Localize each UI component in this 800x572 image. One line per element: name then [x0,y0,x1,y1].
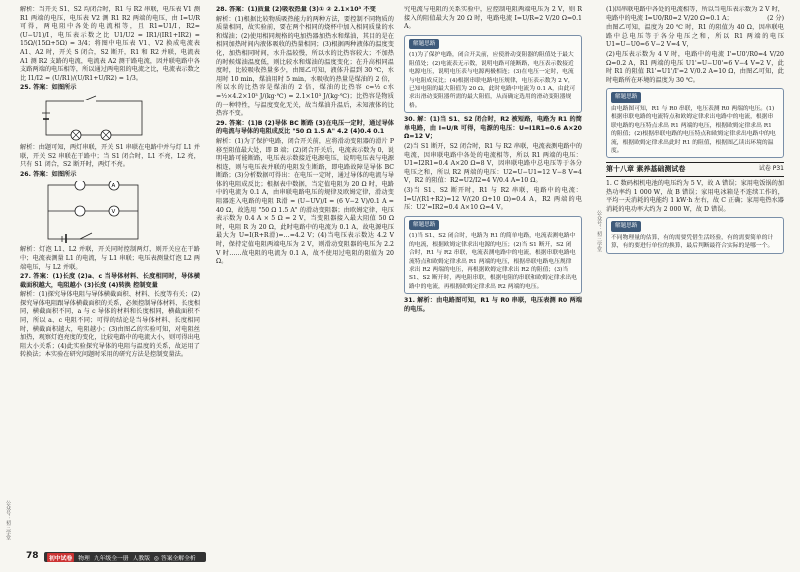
solution-31-part1b: 由图乙可知，温度为 20 ℃ 时，R1 的阻值为 40 Ω，因串联电路中总电压等于各分电压之和，所以 R1 两端的电压 U1=U−U0=6 V−2 V=4 V， [606,24,784,49]
svg-text:V: V [111,209,116,216]
question-27-answer: 27. 答案：(1)长度 (2)a、c 当导体材料、长度相同时，导体横截面积越大，电阻越小 (3)长度 (4)转换 控制变量 [20,273,200,289]
question-30-answer: 30. 解：(1)当 S1、S2 闭合时，R2 被短路，电路为 R1 的简单电路，由 I=U/R 可得，电源的电压：U=I1R1=0.6 A×20 Ω=12 V； [404,116,582,141]
solution-28-text: 解析：(1)根据比较物质吸热能力的两种方法，要控制不同物质的质量相同，故实验前，要在两个相同的烧杯中加入相同质量的水和煤油；(2)使用相同规格的电加热器加热水和煤油，其目的是在相同加热时间内液体吸收的热量相同；(3)根据两种液体的温度变化，加热相同时间，水升温较慢，所以水的比热容较大；不加热的时候煤油温度低，则比较水和煤油的温度变化；在升高相同温度时，比较吸收热量多少，由图乙可知，液体升温到 30 ℃，水用时 10 min，煤油用时 5 min，水吸收的热量是煤油的 2 倍，所以水的比热容是煤油的 2 倍，煤油的比热容 c=½ c水=½×4.2×10³ J/(kg·℃) = 2.1×10³ J/(kg·℃)；比热容是物质的一种特性，与温度变化无关，故当煤油升温后，未知液体的比热容不变。 [216,15,394,118]
question-25-answer: 25. 答案：如图所示 [20,84,77,92]
solution-24-text: 解析：当开关 S1、S2 均闭合时，R1 与 R2 串联，电压表 V1 测 R1 两端的电压，电压表 V2 测 R1 R2 两端的电压，由 I=U/R 可得，两电阻中各处的电流相等，且 R1=U1/I，R2=(U−U1)/I，电压表示数之比 U1/U2 = IR1/(IR1+IR2) = 15Ω/(15Ω+5Ω) = 3/4；将图中电压表 V1、V2 换成电流表 A1、A2 时，开关 S 闭合，S2 断开，R1 和 R2 并联，电流表 A1 测 R2 支路的电流，电流表 A2 测干路电流，因并联电路中各支路两端的电压相等，所以通过两电阻的电流之比，电流表示数之比 I1/I2 = (U/R1)/(U/R1+U/R2) = 1/3。 [20,6,200,82]
footer-bar [44,552,206,562]
chapter-question-1: 1. C 数码相机电池的电压约为 5 V，故 A 错误；家用电饭锅的加热功率约 1 000 W，故 B 错误；家用电冰箱是不连续工作的，平均一天消耗的电能约 1 kW·h 左右，故 C 正确；家用电热水器消耗的电功率大约为 2 000 W，故 D 错误。 [606,179,784,213]
side-watermark-text: 公众号：初三学堂 [596,210,602,252]
solution-29-text: 解析：(1)为了保护电路，闭合开关前，应将滑动变阻器的滑片 P 移至阻值最大处，即 B 端；(2)闭合开关后，电流表示数为 0，说明电路可能断路，电压表示数接近电源电压，说明电压表与电源相连，则与电压表并联的电阻发生断路，即电路故障是导体 BC 断路；(3)分析数据可得出：在电压一定时，通过导体的电流与导体的电阻成反比；根据表中数据，当定值电阻为 20 Ω 时，电路中的电流为 0.1 A，由串联电路电压的规律及欧姆定律，滑动变阻器连入电路的电阻 R滑 = (U−UV)/I = (6 V−2 V)/0.1 A = 40 Ω，故选用 "50 Ω 1.5 A" 的滑动变阻器；由欧姆定律，电压表示数为 0.4 A × 5 Ω = 2 V，当变阻器接入最大阻值 50 Ω 时，电阻 R 为 20 Ω，此时电路中的电流为 0.1 A，故电源电压最大为 U=I(R+R滑)=…=4.2 V；(4)当电压表示数达 4.2 V 时，保持定值电阻两端电压为 2 V，则滑动变阻器的电压为 2.2 V 时……故电阻的电流为 0.1 A，故不使用过电阻的阻值为 20 Ω。 [216,137,394,266]
question-28-answer: 28. 答案：(1)质量 (2)吸收热量 (3)① ② 2.1×10³ 不变 [216,6,376,13]
solution-approach-label: 解题思路 [611,92,641,103]
solution-25-text: 解析：由题可知，两灯串联，开关 S1 串联在电路中并与灯 L1 并联，开关 S2 串联在干路中；当 S1 闭合时，L1 不亮，L2 亮，只有 S1 闭合，S2 断开时，两灯不亮。 [20,143,200,169]
lamp-l2-symbol [75,206,85,216]
circuit-diagram-26 [40,181,150,243]
chapter-title: 第十八章 素养基础测试卷 [606,165,686,174]
column-3 [404,6,582,564]
question-31-answer: 31. 解析：由电路图可知，R1 与 R0 串联，电压表测 R0 两端的电压。 [404,297,582,313]
chapter-page-ref: 试卷 P31 [758,165,784,173]
solution-approach-text: 不同物理量的估算，有的需要凭借生活经验，有的需要简单的计算，有的要进行单位的换算，最后判断最符合实际的是哪一个。 [611,234,774,250]
solution-29-continued: 究电流与电阻的关系实验中，应控制电阻两端电压为 2 V，则 R 接入的阻值最大为 20 Ω 时，电路电流 I=U/R=2 V/20 Ω=0.1 A。 [404,6,582,31]
solution-31-part2: (2)电压表示数为 4 V 时，电路中的电流 I'=U0'/R0=4 V/20 Ω=0.2 A，R1 两端的电压 U1'=U−U0'=6 V−4 V=2 V，此时 R1 的阻值 R1'=U1'/I'=2 V/0.2 A=10 Ω，由图乙可知，此时电路所在环境的温度为 30 ℃。 [606,50,784,84]
page-number: 78 [26,551,39,561]
score-mark: (2 分) [767,14,784,22]
question-26-answer: 26. 答案：如图所示 [20,170,77,178]
column-1 [20,6,200,544]
column-4 [606,6,784,564]
solution-approach-label: 解题思路 [409,220,439,231]
page-footer [0,550,200,564]
solution-approach-label: 解题思路 [611,221,641,232]
solution-approach-box [606,217,784,253]
solution-27-text: 解析：(1)探究导体电阻与导体横截面积、材料、长度等有关；(2)探究导体电阻跟导体横截面积的关系，必须控制导体材料、长度相同，横截面积不同，a 与 c 导体的材料和长度相同，横截面积不同，所以 a、c 电阻不同；可得的结论是当导体材料、长度相同时，横截面积越大，电阻越小；(3)由图乙的实验可知，对电阻丝加热，观察灯泡亮度的变化，比较电路中的电流大小，则可得出电阻大小关系；(4)此实验探究导体的电阻与温度的关系，故运用了转换法；本实验在研究问题时采用的研究方法是控制变量法。 [20,291,200,359]
brand-logo: 初中试卷 [47,553,74,562]
solution-approach-box [404,35,582,113]
solution-30-part2: (2)当 S1 断开，S2 闭合时，R1 与 R2 串联，电流表测电路中的电流，因串联电路中各处的电流相等，所以 R1 两端的电压：U1=I2R1=0.4 A×20 Ω=8 V，因串联电路中总电压等于各分电压之和，所以 R2 两端的电压：U2=U−U1=12 V−8 V=4 V，R2 的阻值：R2=U2/I2=4 V/0.4 A=10 Ω。 [404,143,582,185]
solution-approach-label: 解题思路 [409,39,439,50]
solution-26-text: 解析：灯泡 L1、L2 并联，开关同时控制两灯，则开关应在干路中；电流表测量 L1 的电流，与 L1 串联；电压表测量灯泡 L2 两端电压，与 L2 并联。 [20,246,200,271]
footer-edition: 人教版 [132,555,151,562]
svg-text:A: A [111,183,116,190]
solution-approach-box [606,88,784,158]
circuit-diagram-25 [40,95,150,141]
solution-30-part3: (3)当 S1、S2 断开时，R1 与 R2 串联，电路中的电流：I=U/(R1+R2)=12 V/(20 Ω+10 Ω)=0.4 A，R2 两端的电压：U2'=IR2=0.4 A×10 Ω=4 V。 [404,186,582,212]
solution-approach-text: 由电路图可知，R1 与 R0 串联，电压表测 R0 两端的电压。(1)根据串联电路的电流特点和欧姆定律求出电路中的电流，根据串联电路的电压特点求出 R1 两端的电压，根据欧姆定律求出 R1 的阻值；(2)根据串联电路的电压特点和欧姆定律求出电路中的电流，根据欧姆定律求出此时 R1 的阻值，根据图乙读出环境的温度。 [611,105,776,154]
lamp-l1-symbol [75,181,85,190]
solution-approach-text: (1)当 S1、S2 闭合时，电路为 R1 的简单电路，电流表测电路中的电流，根据欧姆定律求出电源的电压；(2)当 S1 断开，S2 闭合时，R1 与 R2 串联，电流表测电路中的电流，根据串联电路电流特点和欧姆定律求出 R1 两端的电压，根据串联电路电压规律求出 R2 两端的电压，再根据欧姆定律求出 R2 的阻值；(3)当 S1、S2 断开时，两电阻串联，根据电阻的串联和欧姆定律求出电路中的电流，再根据欧姆定律求出 R2 两端的电压。 [409,233,577,290]
solution-31-part1: (1)因串联电路中各处的电流相等，所以当电压表示数为 2 V 时，电路中的电流 I=U0/R0=2 V/20 Ω=0.1 A； (2 分) [606,6,784,22]
switch-symbol [80,233,92,239]
side-watermark-text: 公众号：初三学堂 [5,500,11,540]
solution-approach-box [404,216,582,294]
footer-answer-label: ◎ 答案全解全析 [154,555,196,562]
footer-subject: 物理 [78,555,90,562]
footer-grade: 九年级全一册 [93,555,129,562]
column-2 [216,6,394,564]
chapter-header [606,162,784,177]
solution-approach-text: (1)为了保护电路，闭合开关前，应使滑动变阻器的阻值处于最大阻值处；(2)电流表无示数，说明电路可能断路，电压表示数接近电源电压，说明电压表与电源两极相连；(3)在电压一定时，电流与电阻成反比；(4)根据串联电路电压规律，电压表示数为 2 V，已知电阻的最大阻值为 20 Ω，此时电路中电流为 0.1 A，由此可求出滑动变阻器所需的最大阻值，从而确定选用的滑动变阻器规格。 [409,52,576,109]
question-29-answer: 29. 答案：(1)B (2)导体 BC 断路 (3)在电压一定时，通过导体的电流与导体的电阻成反比 "50 Ω 1.5 A" 4.2 (4)0.4 0.1 [216,119,394,136]
